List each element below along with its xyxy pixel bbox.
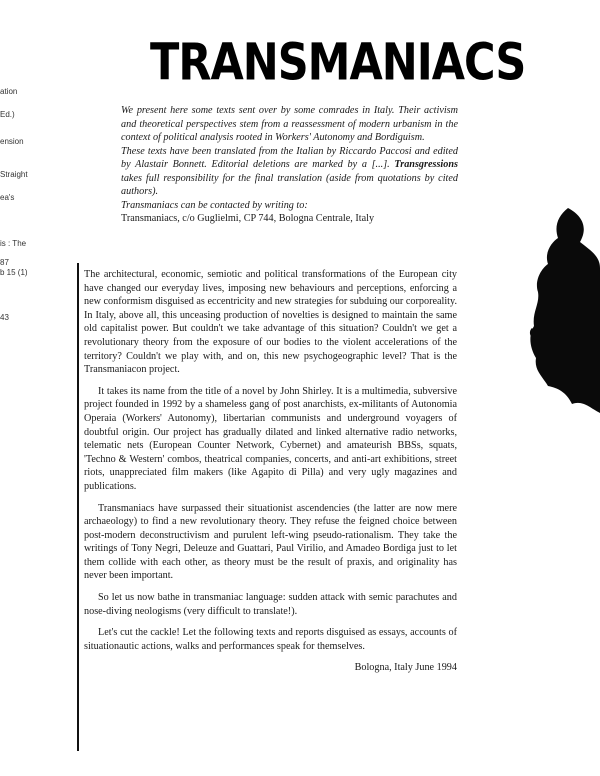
margin-fragment: 43: [0, 313, 9, 322]
body-paragraph: Transmaniacs have surpassed their situationist ascendencies (the latter are now mere archaeology) to find a new revolutionary theory. They refuse the feigned choice between post-modern deconstructivism and purulent left-wing pseudo-rationalism. They take the writings of Tony Negri, Deleuze and Guattari, Paul Virilio, and Amadeo Bordiga just to let them collide with each other, as theory must be the result of praxis, and originality has never been important.: [84, 502, 457, 582]
margin-fragment: 87: [0, 258, 9, 267]
translation-note-text: These texts have been translated from the Italian by Riccardo Paccosi and edited by Alastair Bonnett. Editorial deletions are marked by a [...].: [121, 145, 458, 170]
margin-fragment: ea's: [0, 193, 15, 202]
body-paragraph: It takes its name from the title of a novel by John Shirley. It is a multimedia, subversive project founded in 1992 by a shameless gang of post anarchists, ex-militants of Autonomia Operaia (Workers' Autonomy), libertarian communists and underground voyagers of doubtful origin. Our project has gradually dilated and linked alternative radio networks, telematic nets (European Counter Network, Cybernet) and amateurish BBSs, squats, 'Techno & Western' combos, theatrical companies, concerts, and anti-art exhibitions, street riots, unappreciated film makers (like Agapito di Pilla) and very ugly magazines and publications.: [84, 385, 457, 492]
signature: Bologna, Italy June 1994: [354, 662, 457, 674]
intro-block: [121, 104, 458, 226]
margin-fragment: Straight: [0, 170, 28, 179]
translation-note-text: takes full responsibility for the final translation (aside from quotations by cited authors).: [121, 172, 458, 197]
translation-note: [121, 145, 458, 199]
body-paragraph: The architectural, economic, semiotic and political transformations of the European city have changed our everyday lives, imposing new behaviours and perceptions, enforcing a new conformism disguised as eccentricity and new strategies for subduing our corporeality. In Italy, above all, this unceasing production of novelties is designed to maintain the same old capitalist power. But couldn't we take advantage of this situation? Couldn't we get a revolutionary theory from the exposure of our bodies to the violent accelerations of the territory? Couldn't we play with, and on, this new psychogeographic level? That is the Transmaniacon project.: [84, 269, 457, 376]
intro-paragraph: We present here some texts sent over by some comrades in Italy. Their activism and theoretical perspectives stem from a reassessment of modern urbanism in the context of political analysis rooted in Workers' Autonomy and Bordiguism.: [121, 105, 458, 143]
ink-blot: [528, 208, 600, 413]
body-paragraph: Let's cut the cackle! Let the following texts and reports disguised as essays, accounts of situationautic actions, walks and performances speak for themselves.: [84, 627, 457, 652]
contact-address: Transmaniacs, c/o Guglielmi, CP 744, Bologna Centrale, Italy: [121, 213, 375, 224]
page-title: TRANSMANIACS: [150, 33, 526, 93]
article-body: [84, 268, 457, 675]
margin-fragment: ension: [0, 137, 24, 146]
contact-label: Transmaniacs can be contacted by writing to:: [121, 199, 308, 211]
margin-fragment: Ed.): [0, 110, 15, 119]
margin-fragment: is : The: [0, 239, 27, 248]
body-paragraph: So let us now bathe in transmaniac language: sudden attack with semic parachutes and nose-diving neologisms (very difficult to translate!).: [84, 592, 457, 617]
journal-name: Transgressions: [394, 159, 458, 170]
margin-fragment: ation: [0, 87, 18, 96]
margin-rule: [77, 263, 79, 751]
margin-fragment: b 15 (1): [0, 268, 28, 277]
